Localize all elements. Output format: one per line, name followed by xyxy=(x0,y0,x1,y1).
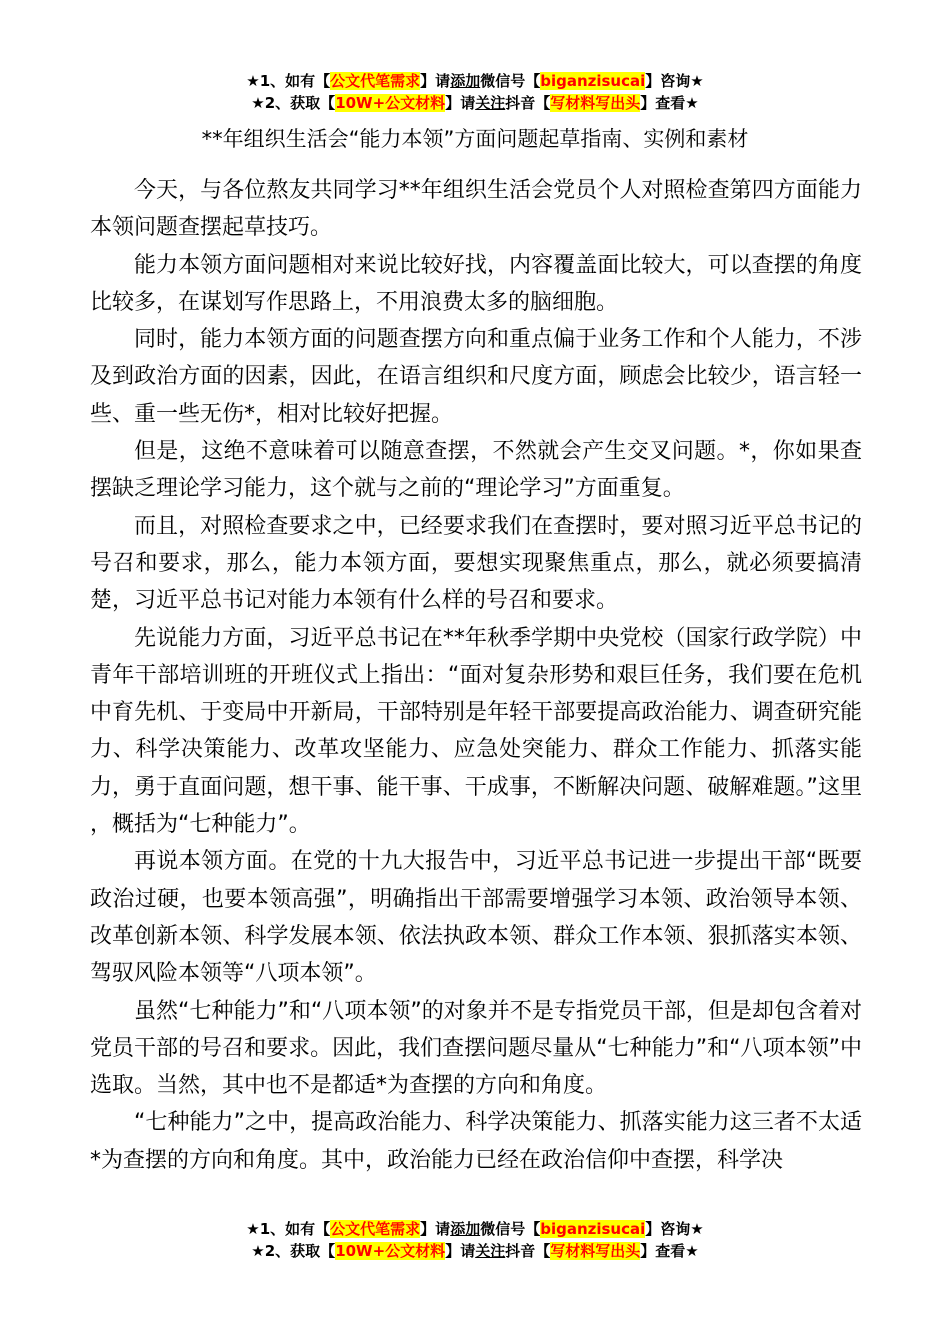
promo-text: 】查看★ xyxy=(640,1242,699,1260)
promo-highlight-douyin-id: 写材料写出头 xyxy=(550,1242,641,1260)
promo-text: 】咨询★ xyxy=(645,72,704,90)
promo-text: 】查看★ xyxy=(640,94,699,112)
promo-text: ★1、如有【 xyxy=(246,72,331,90)
promo-highlight-materials: 10W+公文材料 xyxy=(335,1242,446,1260)
promo-line-1 xyxy=(0,1218,950,1240)
paragraph: 先说能力方面，习近平总书记在**年秋季学期中央党校（国家行政学院）中青年干部培训班的开班仪式上指出：“面对复杂形势和艰巨任务，我们要在危机中育先机、于变局中开新局，干部特别是年轻干部要提高政治能力、调查研究能力、科学决策能力、改革攻坚能力、应急处突能力、群众工作能力、抓落实能力，勇于直面问题，想干事、能干事、干成事，不断解决问题、破解难题。”这里 ，概括为“七种能力”。 xyxy=(90,625,862,838)
promo-highlight-douyin-id: 写材料写出头 xyxy=(550,94,641,112)
paragraph: 再说本领方面。在党的十九大报告中，习近平总书记进一步提出干部“既要政治过硬，也要本领高强”，明确指出干部需要增强学习本领、政治领导本领、改革创新本领、科学发展本领、依法执政本领、群众工作本领、狠抓落实本领、驾驭风险本领等“八项本领”。 xyxy=(90,849,862,987)
promo-line-2 xyxy=(0,92,950,114)
promo-text: 微信号【 xyxy=(480,1220,541,1238)
promo-text: 】咨询★ xyxy=(645,1220,704,1238)
promo-underline-add: 添加 xyxy=(450,1220,481,1238)
paragraph: 而且，对照检查要求之中，已经要求我们在查摆时，要对照习近平总书记的号召和要求，那么，能力本领方面，要想实现聚焦重点，那么，就必须要搞清楚，习近平总书记对能力本领有什么样的号召和要求。 xyxy=(90,513,862,614)
paragraph: 但是，这绝不意味着可以随意查摆，不然就会产生交叉问题。*，你如果查摆缺乏理论学习能力，这个就与之前的“理论学习”方面重复。 xyxy=(90,439,862,502)
promo-highlight-wechat-id: biganzisucai xyxy=(540,72,646,90)
paragraph: 同时，能力本领方面的问题查摆方向和重点偏于业务工作和个人能力，不涉及到政治方面的因素，因此，在语言组织和尺度方面，顾虑会比较少，语言轻一些、重一些无伤*，相对比较好把握。 xyxy=(90,327,862,427)
promo-underline-follow: 关注 xyxy=(475,1242,506,1260)
promo-text: 】请 xyxy=(420,1220,451,1238)
promo-text: 抖音【 xyxy=(505,94,551,112)
promo-text: 】请 xyxy=(445,1242,476,1260)
paragraph: 虽然“七种能力”和“八项本领”的对象并不是专指党员干部，但是却包含着对党员干部的号召和要求。因此，我们查摆问题尽量从“七种能力”和“八项本领”中选取。当然，其中也不是都适*为查摆的方向和角度。 xyxy=(90,998,862,1099)
promo-text: 】请 xyxy=(420,72,451,90)
paragraph: 今天，与各位熬友共同学习**年组织生活会党员个人对照检查第四方面能力本领问题查摆起草技巧。 xyxy=(90,178,862,241)
promo-text: 】请 xyxy=(445,94,476,112)
promo-underline-add: 添加 xyxy=(450,72,481,90)
promo-highlight-service: 公文代笔需求 xyxy=(330,1220,421,1238)
promo-text: ★1、如有【 xyxy=(246,1220,331,1238)
promo-highlight-wechat-id: biganzisucai xyxy=(540,1220,646,1238)
header-promo-banner xyxy=(0,70,950,114)
document-body xyxy=(90,172,862,1179)
promo-text: ★2、获取【 xyxy=(251,1242,336,1260)
promo-text: ★2、获取【 xyxy=(251,94,336,112)
promo-highlight-materials: 10W+公文材料 xyxy=(335,94,446,112)
promo-line-1 xyxy=(0,70,950,92)
paragraph: “七种能力”之中，提高政治能力、科学决策能力、抓落实能力这三者不太适*为查摆的方向和角度。其中，政治能力已经在政治信仰中查摆，科学决 xyxy=(90,1110,862,1173)
document-title: **年组织生活会“能力本领”方面问题起草指南、实例和素材 xyxy=(201,127,749,151)
footer-promo-banner xyxy=(0,1218,950,1262)
promo-line-2 xyxy=(0,1240,950,1262)
paragraph: 能力本领方面问题相对来说比较好找，内容覆盖面比较大，可以查摆的角度比较多，在谋划写作思路上，不用浪费太多的脑细胞。 xyxy=(90,252,862,315)
promo-underline-follow: 关注 xyxy=(475,94,506,112)
promo-text: 微信号【 xyxy=(480,72,541,90)
promo-highlight-service: 公文代笔需求 xyxy=(330,72,421,90)
promo-text: 抖音【 xyxy=(505,1242,551,1260)
